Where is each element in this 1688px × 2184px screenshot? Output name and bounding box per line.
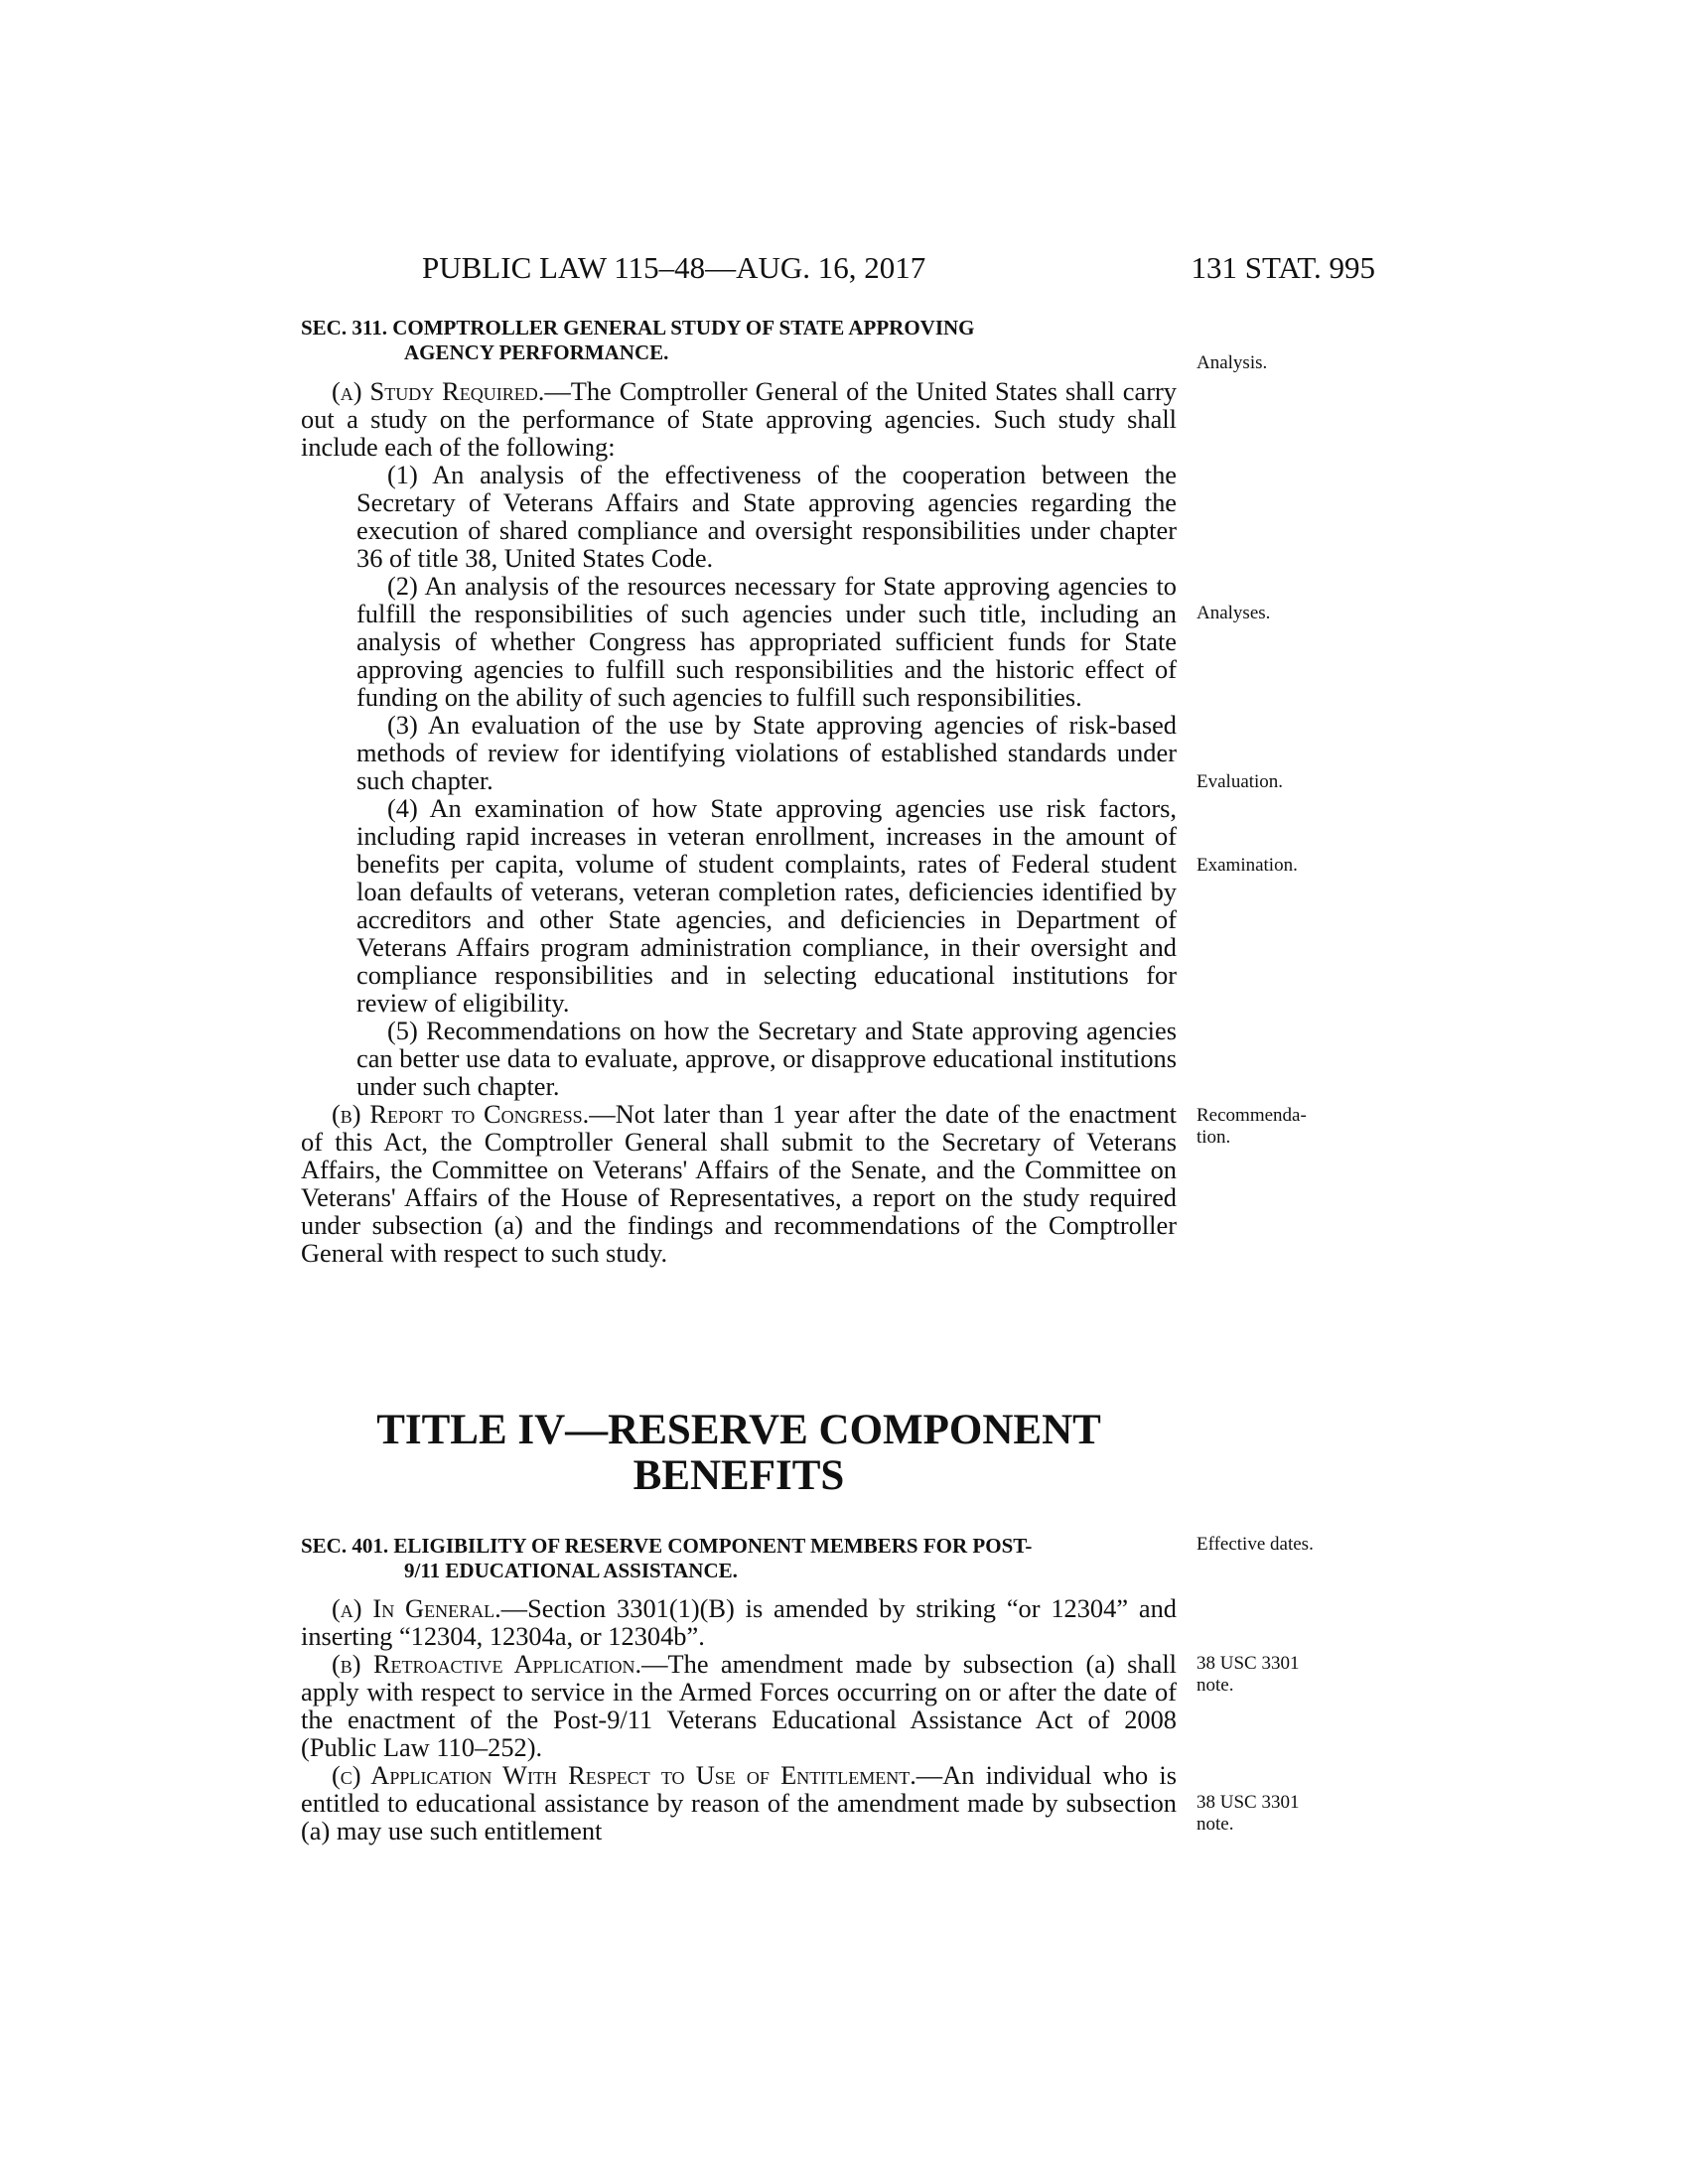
section-401-body	[301, 1594, 1177, 1844]
page-reference: 131 STAT. 995	[1191, 250, 1375, 285]
margin-note-recommendation-line1: Recommenda-	[1196, 1105, 1307, 1126]
sec401-subsection-c	[301, 1761, 1177, 1844]
subsection-a-paragraph	[301, 377, 1177, 461]
title-iv-line2: BENEFITS	[633, 1452, 845, 1499]
margin-note-usc-c	[1196, 1792, 1375, 1836]
section-401-heading-line2: 9/11 EDUCATIONAL ASSISTANCE.	[404, 1559, 738, 1582]
margin-note-evaluation: Evaluation.	[1196, 771, 1284, 792]
margin-note-recommendation	[1196, 1105, 1375, 1149]
sec401-b-label: (b) Retroactive Application.	[332, 1649, 642, 1679]
item-5: (5) Recommendations on how the Secretary and State approving agencies can better use data to evaluate, approve, or disapprove educational institutions under such chapter.	[356, 1016, 1177, 1101]
sec401-a-text: —Section 3301(1)(B) is amended by striking “or 12304” and inserting “12304, 12304a, or 12304b”.	[301, 1593, 1177, 1651]
running-header	[422, 248, 1375, 288]
sec401-c-text: —An individual who is entitled to educational assistance by reason of the amendment made by subsection (a) may use such entitlement	[301, 1760, 1177, 1845]
sec401-a-label: (a) In General.	[332, 1593, 501, 1623]
section-311-body	[301, 377, 1177, 1267]
margin-note-usc-c-line2: note.	[1196, 1814, 1234, 1835]
subsection-b-text: —Not later than 1 year after the date of the enactment of this Act, the Comptroller General shall submit to the Secretary of Veterans Affairs, the Committee on Veterans' Affairs of the Senate, and the Committee on Veterans' Affairs of the House of Representatives, a report on the study required under subsection (a) and the findings and recommendations of the Comptroller General with respect to such study.	[301, 1099, 1177, 1268]
item-4: (4) An examination of how State approving agencies use risk factors, including rapid increases in veteran enrollment, increases in the amount of benefits per capita, volume of student complaints, rates of Federal student loan defaults of veterans, veteran completion rates, deficiencies identified by accreditors and other State agencies, and deficiencies in Department of Veterans Affairs program administration compliance, in their oversight and compliance responsibilities and in selecting educational institutions for review of eligibility.	[356, 793, 1177, 1018]
item-3: (3) An evaluation of the use by State approving agencies of risk-based methods of review for identifying violations of established standards under such chapter.	[356, 710, 1177, 795]
running-title: PUBLIC LAW 115–48—AUG. 16, 2017	[422, 250, 926, 285]
margin-note-usc-b-line2: note.	[1196, 1675, 1234, 1696]
subsection-b-paragraph	[301, 1100, 1177, 1267]
section-401-heading-line1: SEC. 401. ELIGIBILITY OF RESERVE COMPONENT MEMBERS FOR POST-	[301, 1534, 1033, 1558]
subsection-a-label: (a) Study Required.	[332, 376, 545, 406]
item-1: (1) An analysis of the effectiveness of the cooperation between the Secretary of Veterans Affairs and State approving agencies regarding the execution of shared compliance and oversight responsibilities under chapter 36 of title 38, United States Code.	[356, 460, 1177, 573]
section-401-heading	[301, 1534, 1177, 1583]
margin-note-effective-dates: Effective dates.	[1196, 1534, 1314, 1555]
sec401-b-text: —The amendment made by subsection (a) shall apply with respect to service in the Armed Forces occurring on or after the date of the enactment of the Post-9/11 Veterans Educational Assistance Act of 2008 (Public Law 110–252).	[301, 1649, 1177, 1762]
margin-note-usc-b	[1196, 1653, 1375, 1697]
section-311-heading-line2: AGENCY PERFORMANCE.	[404, 341, 669, 364]
item-2: (2) An analysis of the resources necessary for State approving agencies to fulfill the responsibilities of such agencies under such title, including an analysis of whether Congress has appropriated sufficient funds for State approving agencies to fulfill such responsibilities and the historic effect of funding on the ability of such agencies to fulfill such responsibilities.	[356, 571, 1177, 712]
sec401-c-label: (c) Application With Respect to Use of Entitlement.	[332, 1760, 916, 1790]
section-311-heading	[301, 316, 1177, 365]
margin-note-usc-c-line1: 38 USC 3301	[1196, 1792, 1300, 1813]
margin-note-examination: Examination.	[1196, 855, 1298, 876]
subsection-b-label: (b) Report to Congress.	[332, 1099, 590, 1129]
title-iv-line1: TITLE IV—RESERVE COMPONENT	[376, 1407, 1101, 1453]
subsection-a-text: —The Comptroller General of the United States shall carry out a study on the performance of State approving agencies. Such study shall include each of the following:	[301, 376, 1177, 462]
margin-note-recommendation-line2: tion.	[1196, 1127, 1231, 1148]
margin-note-usc-b-line1: 38 USC 3301	[1196, 1653, 1300, 1674]
margin-note-analysis: Analysis.	[1196, 352, 1268, 373]
sec401-subsection-a	[301, 1594, 1177, 1650]
section-311-heading-line1: SEC. 311. COMPTROLLER GENERAL STUDY OF STATE APPROVING	[301, 316, 975, 340]
margin-note-analyses: Analyses.	[1196, 603, 1271, 623]
sec401-subsection-b	[301, 1650, 1177, 1761]
title-iv-heading	[301, 1408, 1177, 1499]
